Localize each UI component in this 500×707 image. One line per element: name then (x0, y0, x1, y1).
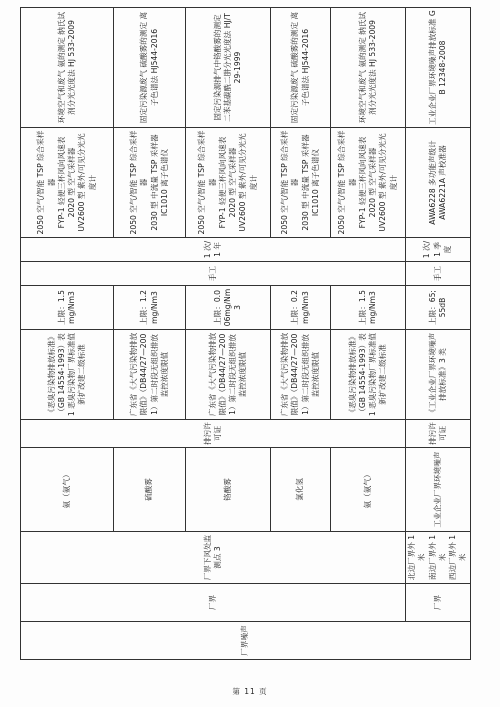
instrument-line: UV2600 型 紫外/可见分光光度计 (238, 133, 258, 232)
instrument-line: 2050 空气/智能 TSP 综合采样器 (129, 130, 149, 235)
permit-cell: 排污许可证 (21, 420, 406, 448)
boundary-cell: 厂界 (21, 584, 406, 622)
frequency-noise: 1 次/1 季度 (406, 238, 471, 262)
method-manual-cell: 手工 (21, 262, 406, 286)
pollutant-ammonia: 氨（氨气） (21, 448, 114, 532)
monitoring-table (20, 7, 471, 660)
page-number: 第 11 页 (232, 687, 268, 696)
standard-noise: 《工业企业厂界环境噪声排放标准》3 类 (406, 330, 471, 420)
standard-hcl: 广东省《大气污染物排放限值》（DB44/27—2001）第二时段无组织排放监控浓度限值 (271, 330, 331, 420)
standard-chromic-mist: 广东省《大气污染物排放限值》（DB44/27—2001）第二时段无组织排放监控浓度限值 (186, 330, 271, 420)
instrument-line: AWA6221A 声校准器 (437, 145, 447, 220)
analysis-method-ammonia: 环境空气和废气 氨的测定 纳氏试剂分光光度法 HJ 533-2009 (21, 8, 114, 128)
instrument-line: FYP-1 轻便三杯风向风速表 (357, 136, 367, 229)
limit-hcl: 上限：0.2mg/Nm3 (271, 286, 331, 330)
analysis-method-chromic-mist: 固定污染源排气中铬酸雾的测定 二苯基碳酰二肼分光光度法 HJ/T 29-1999 (186, 8, 271, 128)
limit-noise: 上限：65;55dB (406, 286, 471, 330)
standard-ammonia: 《恶臭污染物排放标准》（GB 14554-1993）表 1 恶臭污染物厂界标准值新扩改建二级标准 (21, 330, 114, 420)
noise-points-cell (406, 532, 471, 584)
instrument-line: 2050 空气/智能 TSP 综合采样器 (280, 130, 300, 235)
instrument-line: UV2600 型 紫外/可见分光光度计 (378, 133, 398, 232)
instrument-line: FYP-1 轻便三杯风向风速表 (217, 136, 227, 229)
instrument-line: 2030 型 中流量 TSP 采样器 (149, 134, 159, 231)
instrument-line: IC1010 离子色谱仪 (310, 148, 320, 217)
instrument-line: 2050 空气/智能 TSP 综合采样器 (197, 130, 217, 235)
permit-cell-noise: 排污许可证 (406, 420, 471, 448)
standard-ammonia-2: 《恶臭污染物排放标准》（GB 14554-1993）表 1 恶臭污染物厂界标准值新扩改建二级标准 (331, 330, 406, 420)
instrument-line: 2020 型 空气采样器 (368, 147, 377, 218)
instrument-line: FYP-1 轻便三杯风向风速表 (56, 136, 66, 229)
monitoring-point-cell: 厂界下风处监测点 3 (21, 532, 406, 584)
instrument-line: UV2600 型 紫外/可见分光光度计 (77, 133, 97, 232)
pollutant-ammonia-2: 氨（氨气） (331, 448, 406, 532)
analysis-method-sulfuric-mist: 固定污染源废气 硫酸雾的测定 离子色谱法 HJ544-2016 (114, 8, 186, 128)
instrument-line: IC1010 离子色谱仪 (159, 148, 169, 217)
analysis-method-noise: 工业企业厂界环境噪声排放标准 GB 12348-2008 (406, 8, 471, 128)
frequency-cell: 1 次/1 年 (21, 238, 406, 262)
pollutant-hcl: 氯化氢 (271, 448, 331, 532)
instruments-ammonia-2 (331, 128, 406, 238)
analysis-method-ammonia-2: 环境空气和废气 氨的测定 纳氏试剂分光光度法 HJ 533-2009 (331, 8, 406, 128)
instruments-ammonia (21, 128, 114, 238)
noise-boundary-cell: 厂界 (406, 584, 471, 622)
limit-ammonia-2: 上限：1.5mg/Nm3 (331, 286, 406, 330)
standard-sulfuric-mist: 广东省《大气污染物排放限值》（DB44/27—2001）第二时段无组织排放监控浓度限值 (114, 330, 186, 420)
rotated-table-area (20, 8, 468, 660)
instrument-line: AWA6228 多功能声级计 (427, 140, 437, 225)
pollutant-chromic-mist: 铬酸雾 (186, 448, 271, 532)
instruments-chromic-mist (186, 128, 271, 238)
instruments-noise (406, 128, 471, 238)
instrument-line: 2020 型 空气采样器 (67, 147, 76, 218)
instrument-line: 2020 型 空气采样器 (228, 147, 237, 218)
instrument-line: 2050 空气/智能 TSP 综合采样器 (36, 130, 56, 235)
instrument-line: 2030 型 中流量 TSP 采样器 (300, 134, 310, 231)
noise-point-north: 北边厂界外 1 米 (407, 534, 427, 581)
limit-sulfuric-mist: 上限：1.2mg/Nm3 (114, 286, 186, 330)
analysis-method-hcl: 固定污染源废气 硫酸雾的测定 离子色谱法 HJ544-2016 (271, 8, 331, 128)
pollutant-sulfuric-mist: 硫酸雾 (114, 448, 186, 532)
noise-point-west: 西边厂界外 1 米 (448, 534, 468, 581)
pollutant-noise: 工业企业厂界环境噪声 (406, 448, 471, 532)
limit-chromic-mist: 上限：0.006mg/Nm3 (186, 286, 271, 330)
noise-category-cell: 厂界噪声 (21, 622, 471, 660)
instruments-sulfuric-mist (114, 128, 186, 238)
noise-point-south: 南边厂界外 1 米 (427, 534, 447, 581)
method-manual-noise: 手工 (406, 262, 471, 286)
limit-ammonia: 上限：1.5mg/Nm3 (21, 286, 114, 330)
instrument-line: 2050 空气/智能 TSP 综合采样器 (337, 130, 357, 235)
instruments-hcl (271, 128, 331, 238)
